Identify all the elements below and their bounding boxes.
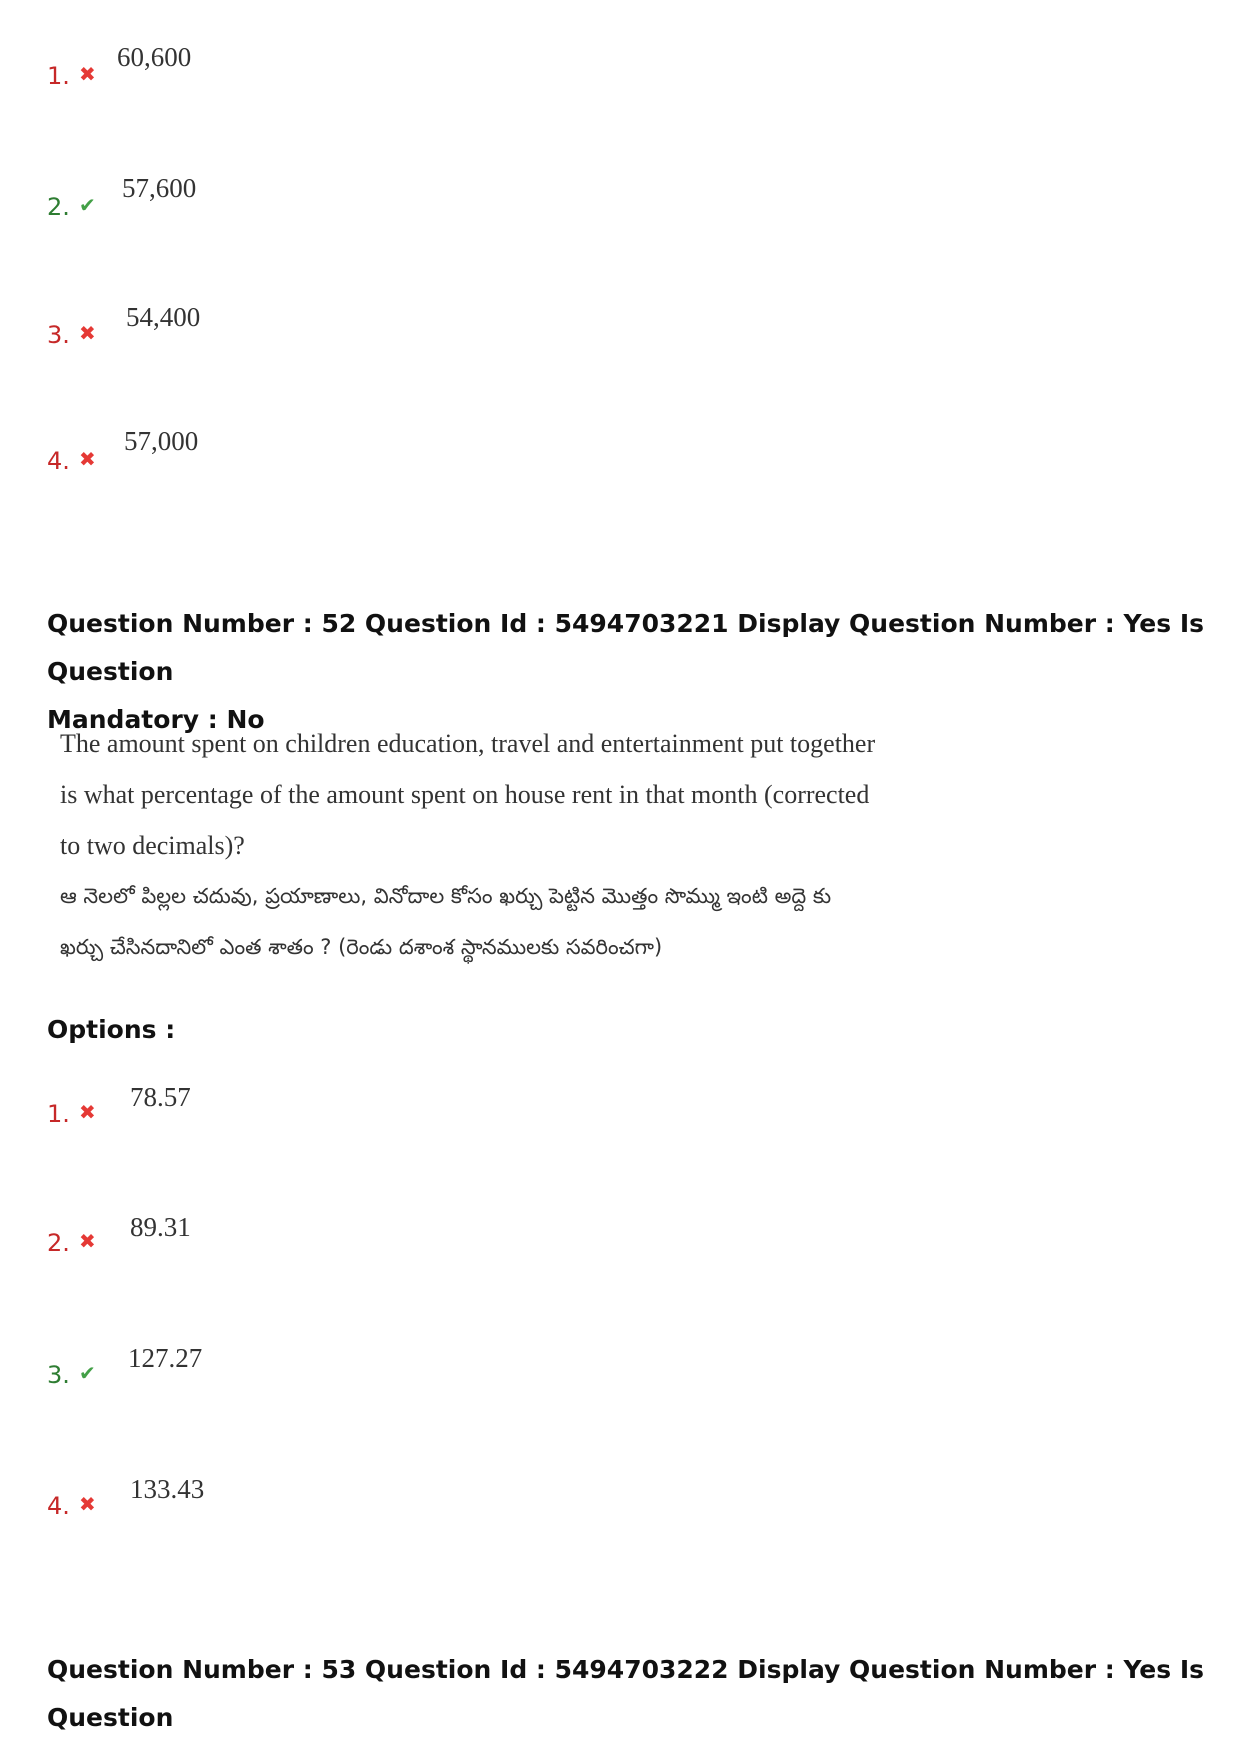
check-icon: ✔ [79, 193, 96, 217]
option-number: 1. [47, 1100, 70, 1128]
option-value: 133.43 [130, 1474, 205, 1504]
question-text [60, 718, 880, 973]
q52-option-1 [47, 1100, 109, 1128]
check-icon: ✔ [79, 1361, 96, 1385]
option-value: 57,600 [122, 173, 197, 203]
prev-option-2 [47, 193, 109, 221]
prev-option-4 [47, 447, 109, 475]
q52-option-3 [47, 1361, 109, 1389]
cross-icon: ✖ [79, 1100, 96, 1124]
q52-option-4 [47, 1492, 109, 1520]
option-number: 1. [47, 62, 70, 90]
option-number: 2. [47, 1229, 70, 1257]
question-text-english: The amount spent on children education, travel and entertainment put together is what percentage of the amount spent on house rent in that month (corrected to two decimals)? [60, 729, 876, 860]
option-number: 3. [47, 321, 70, 349]
option-value: 60,600 [117, 42, 192, 72]
cross-icon: ✖ [79, 62, 96, 86]
prev-option-1 [47, 62, 109, 90]
cross-icon: ✖ [79, 1229, 96, 1253]
option-value: 57,000 [124, 426, 199, 456]
option-number: 4. [47, 447, 70, 475]
options-label: Options : [47, 1015, 176, 1044]
option-number: 3. [47, 1361, 70, 1389]
option-value: 78.57 [130, 1082, 191, 1112]
cross-icon: ✖ [79, 447, 96, 471]
option-number: 2. [47, 193, 70, 221]
option-value: 127.27 [128, 1343, 203, 1373]
option-value: 89.31 [130, 1212, 191, 1242]
question-text-telugu: ఆ నెలలో పిల్లల చదువు, ప్రయాణాలు, వినోదాల కోసం ఖర్చు పెట్టిన మొత్తం సొమ్ము ఇంటి అద్దె కు ఖర్చు చేసినదానిలో ఎంత శాతం ? (రెండు దశాంశ స్థానములకు సవరించగా) [60, 884, 832, 959]
option-value: 54,400 [126, 302, 201, 332]
cross-icon: ✖ [79, 1492, 96, 1516]
q52-option-2 [47, 1229, 109, 1257]
question-header-line: Question Number : 53 Question Id : 5494703222 Display Question Number : Yes Is Question [47, 1655, 1205, 1732]
option-number: 4. [47, 1492, 70, 1520]
prev-option-3 [47, 321, 109, 349]
question-header-line: Mandatory : No [47, 705, 265, 734]
question-header-line: Question Number : 52 Question Id : 5494703221 Display Question Number : Yes Is Question [47, 609, 1205, 686]
question-53-header [47, 1646, 1207, 1742]
cross-icon: ✖ [79, 321, 96, 345]
